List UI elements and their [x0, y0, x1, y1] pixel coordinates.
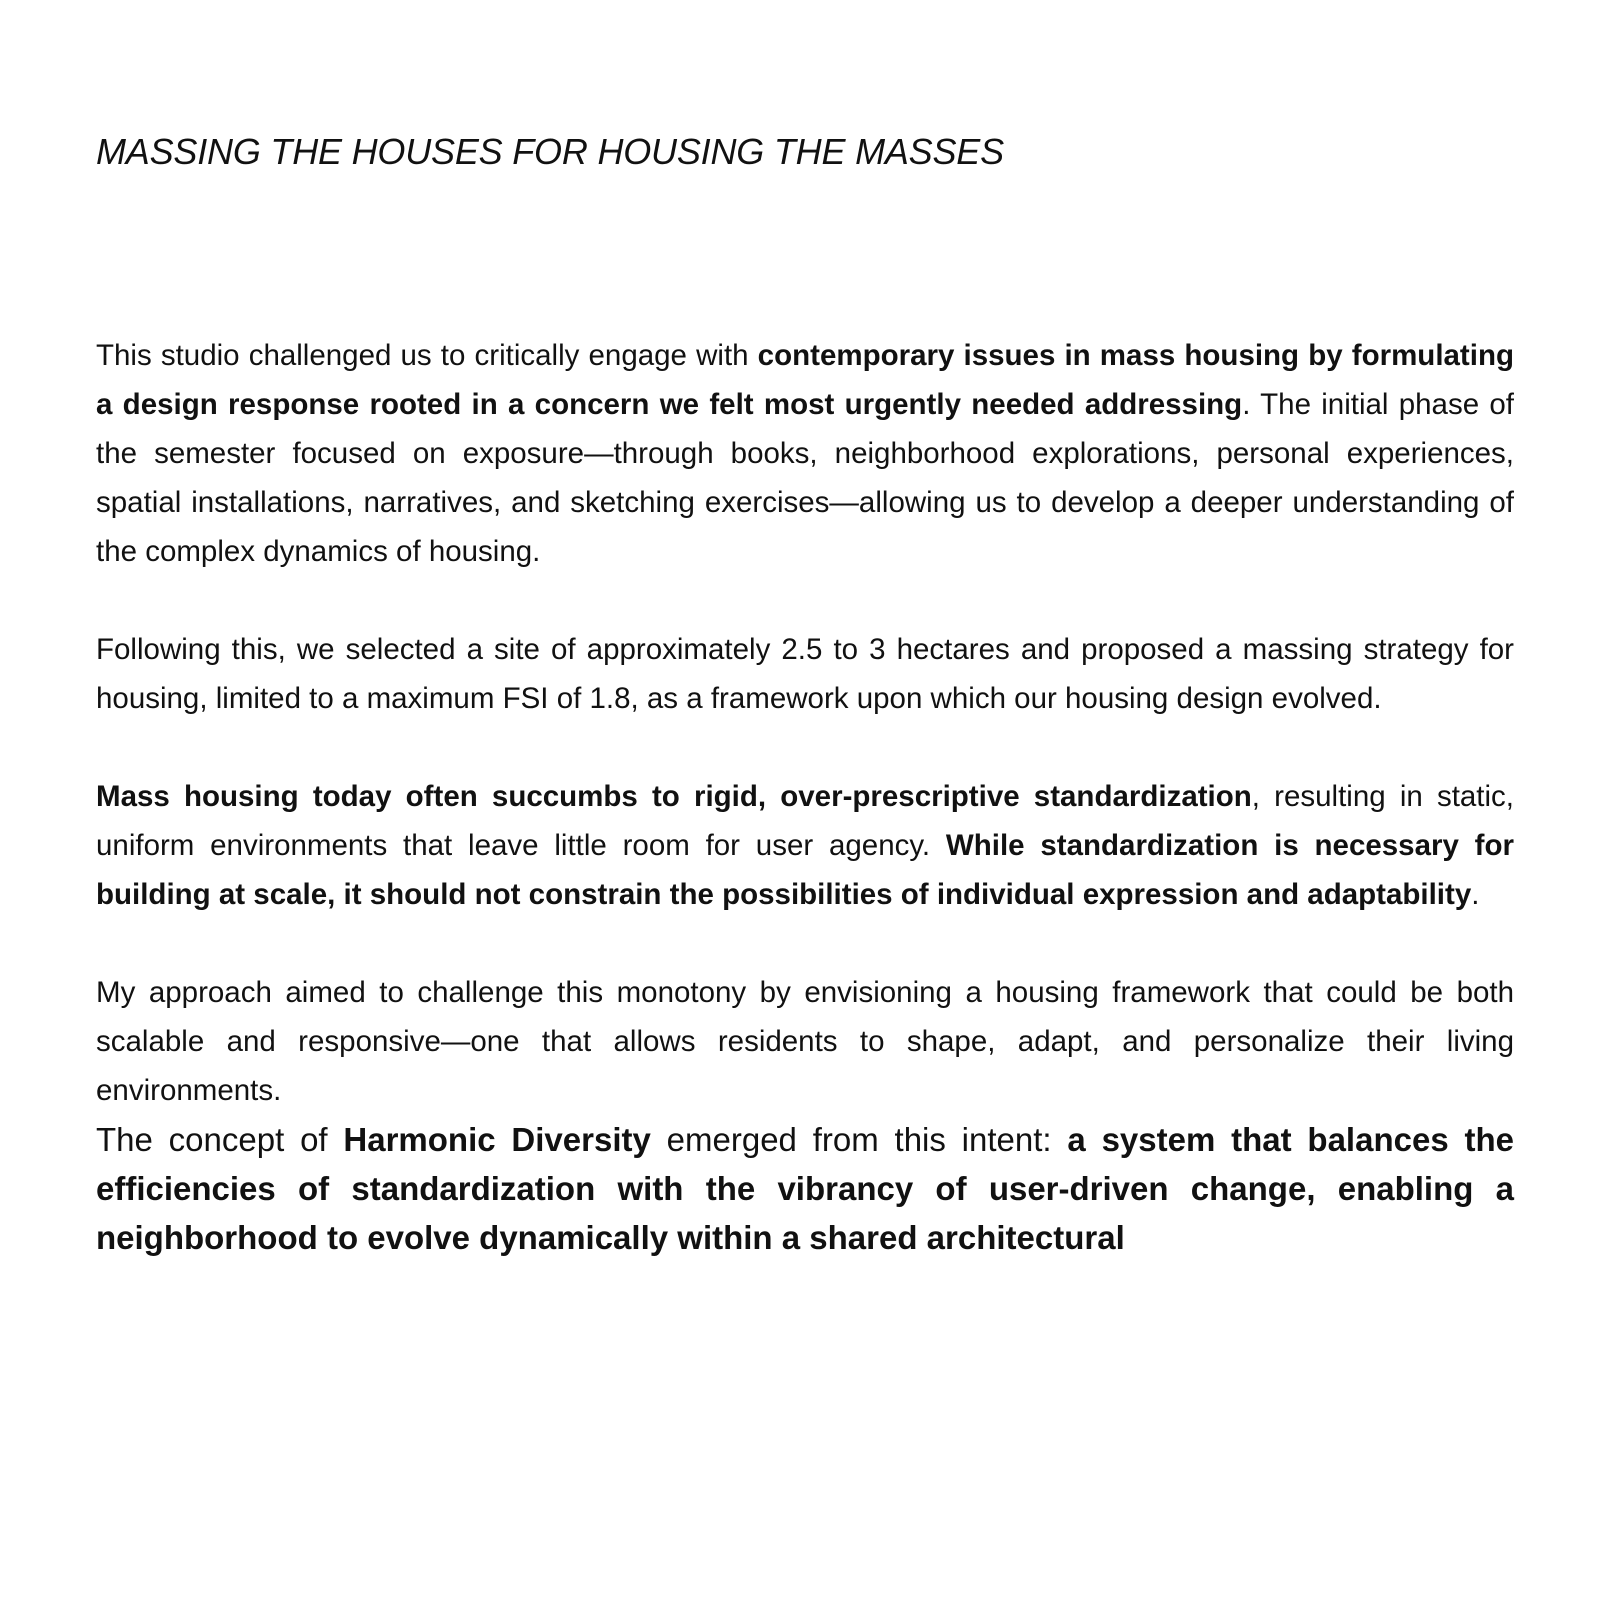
text-run: Following this, we selected a site of approximately 2.5 to 3 hectares and proposed a massing strategy for housing, limited to a maximum FSI of 1.8, as a framework upon which our housing design evolved. — [96, 633, 1514, 715]
bold-text-run: Harmonic Diversity — [343, 1121, 651, 1158]
text-run: This studio challenged us to critically engage with — [96, 339, 758, 372]
text-run: . The initial phase of the semester focused on exposure—through books, neighborhood explorations, personal experiences, spatial installations, narratives, and sketching exercises—allowing us to develop a deeper understanding of the complex dynamics of housing. — [96, 388, 1514, 568]
text-run: . — [1471, 878, 1480, 911]
bold-text-run: Mass housing today often succumbs to rigid, over-prescriptive standardization — [96, 780, 1252, 813]
paragraph-standardization — [96, 772, 1514, 919]
paragraph-site-selection — [96, 625, 1514, 723]
page-title: MASSING THE HOUSES FOR HOUSING THE MASSES — [96, 131, 1004, 172]
document-page — [96, 0, 1514, 1600]
text-run: The concept of — [96, 1121, 344, 1158]
text-run: My approach aimed to challenge this monotony by envisioning a housing framework that could be both scalable and responsive—one that allows residents to shape, adapt, and personalize their living environments. — [96, 976, 1514, 1107]
paragraph-harmonic-diversity — [96, 1115, 1514, 1262]
paragraph-studio-intro — [96, 331, 1514, 576]
paragraph-approach — [96, 968, 1514, 1115]
text-run: , resulting in static, uniform environments that leave little room for user agency. — [96, 780, 1514, 862]
bold-text-run: contemporary issues in mass housing by formulating a design response rooted in a concern we felt most urgently needed addressing — [96, 339, 1514, 421]
body-text — [96, 331, 1514, 1262]
text-run: emerged from this intent: — [650, 1121, 1068, 1158]
bold-text-run: a system that balances the efficiencies of standardization with the vibrancy of user-driven change, enabling a neighborhood to evolve dynamically within a shared architectural — [96, 1121, 1514, 1256]
bold-text-run: While standardization is necessary for building at scale, it should not constrain the possibilities of individual expression and adaptability — [96, 829, 1514, 911]
